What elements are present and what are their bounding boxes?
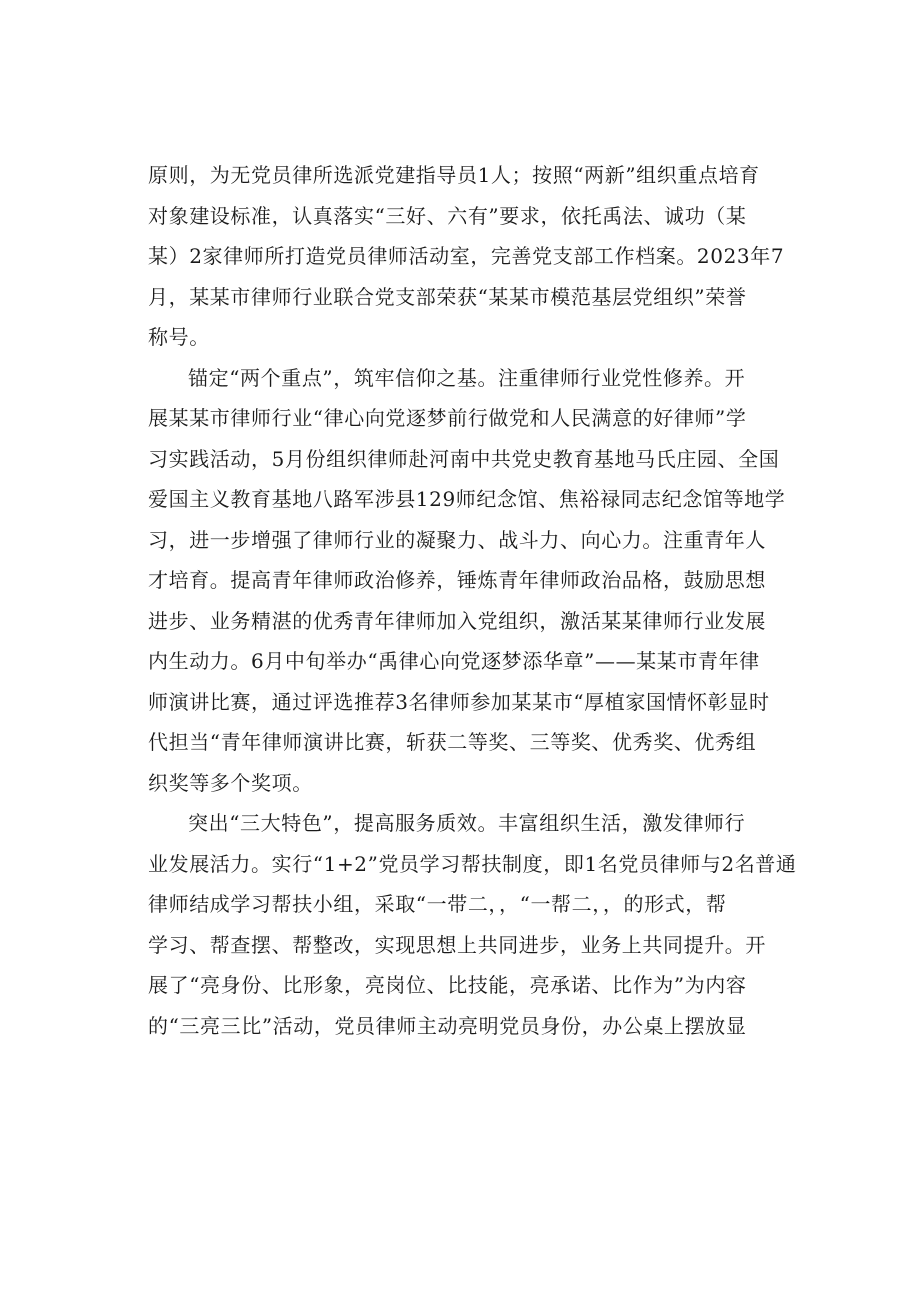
paragraph-2: [148, 358, 800, 804]
text-line: 展了“亮身份、比形象，亮岗位、比技能，亮承诺、比作为”为内容: [148, 973, 747, 997]
text-line: 某）2家律师所打造党员律师活动室，完善党支部工作档案。2023年7: [148, 244, 785, 268]
text-line: 对象建设标准，认真落实“三好、六有”要求，依托禹法、诚功（某: [148, 203, 747, 228]
body-text: [148, 155, 800, 1046]
paragraph-1: [148, 155, 800, 358]
text-line: 突出“三大特色”，提高服务质效。丰富组织生活，激发律师行: [188, 811, 746, 835]
text-line: 原则，为无党员律所选派党建指导员1人；按照“两新”组织重点培育: [148, 163, 760, 187]
text-line: 学习、帮查摆、帮整改，实现思想上共同进步，业务上共同提升。开: [148, 932, 766, 957]
text-line: 习实践活动，5月份组织律师赴河南中共党史教育基地马氏庄园、全国: [148, 446, 780, 471]
paragraph-3: [148, 803, 800, 1046]
text-line: 织奖等多个奖项。: [148, 770, 313, 795]
text-line: 称号。: [148, 325, 210, 349]
text-line: 的“三亮三比”活动，党员律师主动亮明党员身份，办公桌上摆放显: [148, 1013, 747, 1038]
text-line: 代担当“青年律师演讲比赛，斩获二等奖、三等奖、优秀奖、优秀组: [148, 730, 757, 754]
text-line: 习，进一步增强了律师行业的凝聚力、战斗力、向心力。注重青年人: [148, 527, 766, 552]
text-line: 才培育。提高青年律师政治修养，锤炼青年律师政治品格，鼓励思想: [148, 568, 766, 592]
text-line: 爱国主义教育基地八路军涉县129师纪念馆、焦裕禄同志纪念馆等地学: [148, 487, 786, 511]
text-line: 月，某某市律师行业联合党支部荣获“某某市模范基层党组织”荣誉: [148, 284, 747, 309]
text-line: 内生动力。6月中旬举办“禹律心向党逐梦添华章”——某某市青年律: [148, 649, 760, 673]
text-line: 律师结成学习帮扶小组，采取“一带二，，“一帮二，，的形式，帮: [148, 892, 727, 916]
text-line: 锚定“两个重点”，筑牢信仰之基。注重律师行业党性修养。开: [188, 365, 746, 390]
text-line: 业发展活力。实行“1+2”党员学习帮扶制度，即1名党员律师与2名普通: [148, 851, 797, 876]
text-line: 进步、业务精湛的优秀青年律师加入党组织，激活某某律师行业发展: [148, 608, 766, 633]
text-line: 展某某市律师行业“律心向党逐梦前行做党和人民满意的好律师”学: [148, 406, 747, 430]
text-line: 师演讲比赛，通过评选推荐3名律师参加某某市“厚植家国情怀彰显时: [148, 689, 770, 714]
